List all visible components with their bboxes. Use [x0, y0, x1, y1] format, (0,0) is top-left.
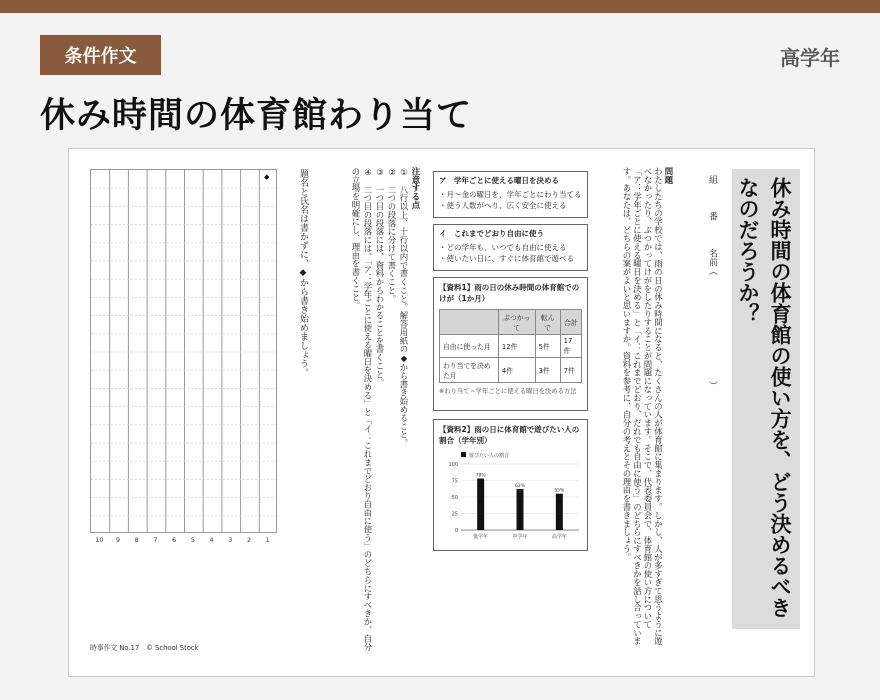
start-mark: ◆: [264, 173, 270, 181]
table-header: [440, 310, 499, 335]
grid-column-number: 7: [153, 537, 158, 544]
worksheet: [68, 148, 815, 677]
table-header: 合計: [560, 310, 581, 335]
data-label: 78%: [475, 473, 486, 479]
footer-credit: 時事作文 No.17 © School Stock: [90, 644, 199, 652]
option-i-title: イ これまでどおり自由に使う: [439, 229, 544, 238]
y-tick-label: 25: [451, 511, 458, 518]
problem-body: わたしたちの学校では、雨の日の休み時間になると、たくさんの人が体育館に集まります。しかし、人が多すぎて思うように遊べなかったり、ぶつかってけがをしたりすることが問題になっています。そこで、代表委員会で、体育館の使い方について「ア：学年ごとに使える曜日を決める」と「イ：これまでどおり、だれでも自由に使う」のどちらにすべきかを話し合っています。あなたは、どちらの案がよいと思いますか。資料を参考に、自分の考えとその理由を書きましょう。: [622, 167, 664, 646]
table-cell: 7件: [560, 358, 581, 383]
option-i-box: [433, 224, 588, 271]
chart-bar: [517, 489, 524, 530]
cautions-section: [322, 167, 422, 657]
table-cell: 自由に使った月: [440, 335, 499, 358]
chart-bar: [556, 494, 563, 530]
grid-column-number: 6: [172, 537, 177, 544]
grid-column-number: 1: [265, 537, 270, 544]
grid-column-number: 3: [228, 537, 233, 544]
grid-column-number: 2: [246, 537, 251, 544]
injury-table: [439, 309, 582, 383]
table-row: [440, 358, 582, 383]
y-tick-label: 75: [451, 478, 458, 485]
problem-label: 問題: [664, 167, 674, 184]
grid-column-number: 8: [134, 537, 139, 544]
resource2-chart: [439, 450, 582, 544]
name-field: [683, 175, 719, 425]
table-cell: 17件: [560, 335, 581, 358]
table-cell: 5件: [535, 335, 560, 358]
grid-instruction: 題名と氏名は書かずに、◆から書き始めましょう。: [298, 169, 308, 377]
resource2-title: 【資料2】雨の日に体育館で遊びたい人の割合（学年別）: [439, 425, 580, 445]
grid-column-number: 10: [95, 537, 104, 544]
legend-label: 遊びたい人の割合: [469, 453, 510, 459]
x-tick-label: 中学年: [512, 534, 528, 540]
caution-item: ④ 二つ目の段落には、「ア：学年ごとに使える曜日を決める」と「イ：これまでどおり自由に使う」のどちらにすべきか、自分の立場を明確にし、理由を書くこと。: [351, 167, 373, 652]
grid-column-number: 4: [209, 537, 214, 544]
x-tick-label: 低学年: [473, 534, 489, 540]
grade-label: 高学年: [780, 46, 840, 70]
answer-grid[interactable]: [90, 169, 277, 533]
option-a-title: ア 学年ごとに使える曜日を決める: [439, 176, 559, 185]
x-tick-label: 高学年: [551, 534, 567, 540]
option-a-item: ・月～金の曜日を、学年ごとにわり当てる: [439, 190, 582, 199]
option-i-item: ・使いたい日に、すぐに体育館で遊べる: [439, 254, 574, 263]
page-title: 休み時間の体育館わり当て: [40, 96, 473, 136]
table-cell: わり当てを決めた月: [440, 358, 499, 383]
group-label: 組: [707, 175, 717, 184]
option-a-box: [433, 171, 588, 218]
grid-column-number: 9: [116, 537, 121, 544]
cautions-title: 注意する点: [411, 167, 421, 209]
resource1-box: [433, 277, 588, 411]
table-cell: 12件: [498, 335, 535, 358]
table-cell: 3件: [535, 358, 560, 383]
table-row: [440, 335, 582, 358]
option-i-item: ・どの学年も、いつでも自由に使える: [439, 243, 567, 252]
name-label: 名前（: [707, 248, 717, 276]
resource1-note: ※わり当て＝学年ごとに使える曜日を決める方法: [439, 388, 577, 395]
caution-item: ③ 一つ目の段落には、資料からわかることを書くこと。: [375, 167, 385, 387]
name-close: ）: [707, 381, 717, 391]
resource1-title: 【資料1】雨の日の休み時間の体育館でのけが（1か月）: [439, 283, 580, 303]
data-label: 55%: [554, 488, 565, 494]
resource2-box: [433, 419, 588, 551]
table-cell: 4件: [498, 358, 535, 383]
problem-text: [594, 167, 674, 647]
table-header: ぶつかって: [498, 310, 535, 335]
grid-column-numbers: [90, 537, 277, 544]
category-badge: 条件作文: [40, 35, 161, 75]
y-tick-label: 50: [451, 495, 458, 501]
chart-bar: [477, 479, 484, 530]
caution-item: ① 八行以上、十行以内で書くこと。解答用紙の◆から書き始めること。: [399, 167, 409, 448]
option-a-item: ・使う人数がへり、広く安全に使える: [439, 201, 567, 210]
grid-column-number: 5: [190, 537, 195, 544]
caution-item: ② 二つの段落に分けて書くこと。: [387, 167, 397, 303]
number-label: 番: [707, 211, 717, 221]
top-accent-bar: [0, 0, 880, 13]
theme-question: 休み時間の体育館の使い方を、どう決めるべきなのだろうか？: [732, 169, 800, 629]
legend-swatch: [461, 452, 466, 457]
data-label: 62%: [514, 484, 526, 490]
y-tick-label: 0: [454, 528, 458, 534]
y-tick-label: 100: [448, 462, 458, 468]
table-header: 転んで: [535, 310, 560, 335]
